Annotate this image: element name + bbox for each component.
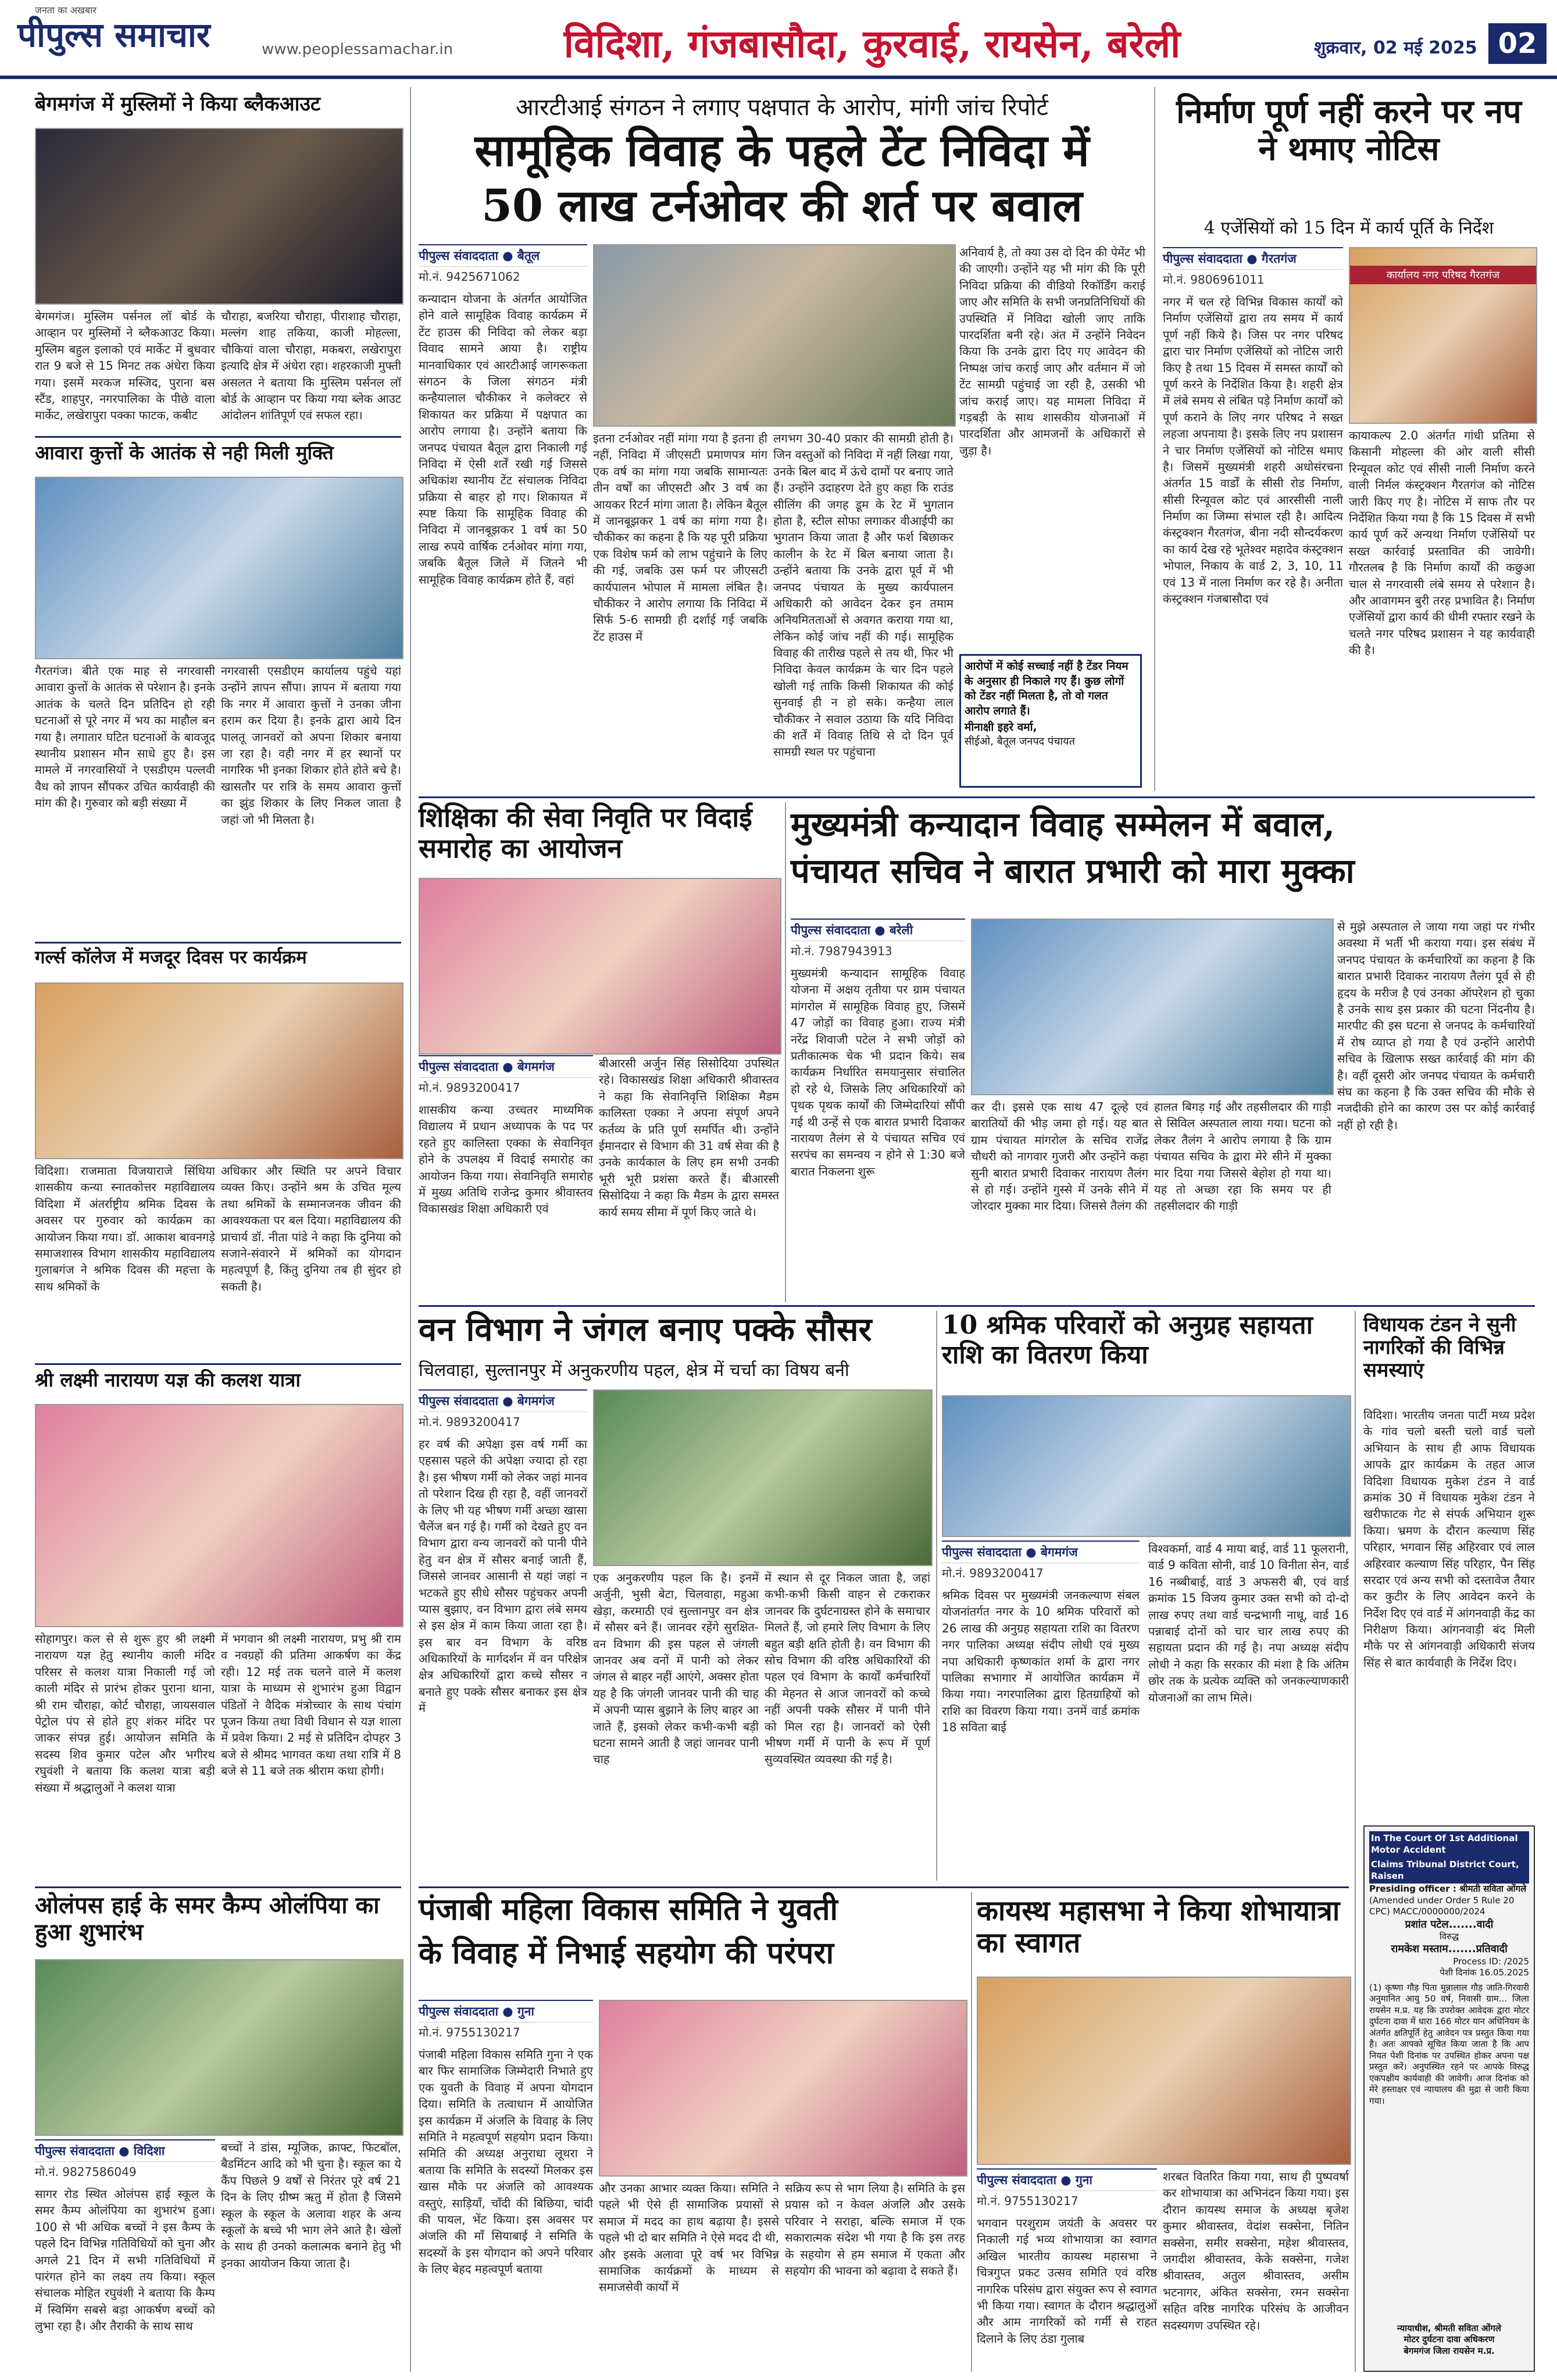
subhead-forest: चिलवाहा, सुल्तानपुर में अनुकरणीय पहल, क्षेत्र में चर्चा का विषय बनी xyxy=(419,1360,849,1381)
column-rule xyxy=(785,802,786,1302)
byline: पीपुल्स संवाददाता ● बेगमगंज xyxy=(419,1389,587,1412)
notice-body: (1) कृष्णा गौड़ पिता मुन्नालाल गौड़ जाति-गिरवारी अनुमानित आयु 50 वर्ष, निवासी ग्राम... जिला रायसेन म.प्र. यह कि उपरोक्त आवेदक द्वारा मोटर दुर्घटना दावा में धारा 166 मोटर यान अधिनियम के अंतर्गत क्षतिपूर्ति हेतु आवेदन पत्र प्रस्तुत किया गया है। अतः आपको सूचित किया जाता है कि आप नियत पेशी दिनांक पर उपस्थित होकर अपना पक्ष प्रस्तुत करें। अनुपस्थित रहने पर आपके विरुद्ध एकपक्षीय कार्यवाही की जावेगी। आज दिनांक को मेरे हस्ताक्षर एवं न्यायालय की मुद्रा से जारी किया गया। xyxy=(1369,1982,1529,2106)
story-notice-col1: नगर में चल रहे विभिन्न विकास कार्यों को निर्माण एजेंसियों द्वारा तय समय में कार्य पूर्ण नहीं किये है। जिस पर नगर परिषद द्वारा चार निर्माण एजेंसियों को नोटिस जारी किए है तथा 15 दिवस में समस्त कार्यों को पूर्ण करने के निर्देशित किया है। शहरी क्षेत्र में लंबे समय से लंबित पड़े निर्माण कार्यों को पूर्ण कराने के लिए नगर परिषद ने सख्त लहजा अपनाया है। इसके लिए नप प्रशासन ने चार निर्माण एजेंसियों को नोटिस थमाए है। जिसमें मुख्यमंत्री शहरी अधोसंरचना अंतर्गत 15 वार्डों के सीसी रोड निर्माण, सीसी रिन्यूवल कोट एवं आरसीसी नाली निर्माण का जिम्मा संभाल रही है। आदित्य कंस्ट्रक्शन गैरतगंज, बीना नदी सौन्दर्यकरण का कार्य देख रहे भूतेश्वर महादेव कंस्ट्रक्शन भोपाल, निकाय के वार्ड 2, 3, 10, 11 एवं 13 में नाला निर्माण कर रहे है। अनीता कंस्ट्रक्शन गंजबासौदा एवं xyxy=(1163,295,1343,606)
headline-tent-2: 50 लाख टर्नओवर की शर्त पर बवाल xyxy=(481,180,1083,231)
story-kanyadan-col1: मुख्यमंत्री कन्यादान सामूहिक विवाह योजना में अक्षय तृतीया पर ग्राम पंचायत मांगरोल में सामूहिक विवाह हुए, जिसमें 47 जोड़ों का विवाह हुआ। राज्य मंत्री नरेंद्र शिवाजी पटेल ने सभी जोड़ों को प्रतीकात्मक चेक भी प्रदान किये। सब कार्यक्रम निर्धारित समयानुसार संचालित हो रहे थे, जिसके लिए अधिकारियों को पृथक पृथक कार्यों की जिम्मेदारियां सौंपी गई थी उन्हें से एक बारात प्रभारी दिवाकर नारायण तैलंग से ये पंचायत सचिव एवं सरपंच का समन्वय न होने से 1:30 बजे बारात निकलना शुरू xyxy=(791,966,965,1178)
photo-hospital-patient xyxy=(971,919,1334,1095)
byline: पीपुल्स संवाददाता ● गुना xyxy=(977,2168,1157,2191)
story-teacher-col2: बीआरसी अर्जुन सिंह सिसोदिया उपस्थित रहे। विकासखंड शिक्षा अधिकारी श्रीवास्तव ने कहा कि सेवानिवृत्ति शिक्षिका मैडम कालिस्ता एक्का ने अपना संपूर्ण अपने कर्तव्य के प्रति पूर्ण समर्पित थी। उन्होंने ईमानदार से विभाग की 31 वर्ष सेवा की है उनके कार्यकाल के लिए हम सभी उनकी भूरी भूरी प्रशंसा करते हैं। बीआरसी सिसोदिया ने कहा कि मैडम के द्वारा समस्त कार्य समय सीमा में पूर्ण किए जाते थे। xyxy=(599,1056,779,1219)
photo-summer-camp xyxy=(35,1959,403,2136)
story-kalash-col1: सोहागपुर। कल से से शुरू हुए श्री लक्ष्मी नारायण यज्ञ हेतु स्थानीय काली मंदिर परिसर से कलश यात्रा निकाली गई जो काली मंदिर से प्रारंभ होकर पुराना थाना, श्री राम चौराहा, कोर्ट चौराहा, जायसवाल पेट्रोल पंप से होते हुए शंकर मंदिर पर जाकर संपन्न हुई। आयोजन समिति के सदस्य शिव कुमार पटेल और भगीरथ रघुवंशी ने बताया कि कलश यात्रा बड़ी संख्या में श्रद्धालुओं ने कलश यात्रा xyxy=(35,1632,215,1795)
notice-line: विरुद्ध xyxy=(1439,1931,1459,1942)
byline: पीपुल्स संवाददाता ● बेगमगंज xyxy=(419,1055,593,1078)
photo-memorandum-sdm xyxy=(35,477,403,659)
story-kanyadan-col3: हालत बिगड़ गई और तहसीलदार की गाड़ी से सिविल अस्पताल लाया गया। घटना को लेकर तैलंग ने आरोप लगाया है कि ग्राम पंचायत सचिव के द्वारा मेरे सीने में मुक्का मार दिया गया जिससे बेहोश हो गया था। यह तो अच्छा रहा कि समय पर ही तहसीलदार की गाड़ी xyxy=(1154,1100,1331,1213)
headline-forest-saucer: वन विभाग ने जंगल बनाए पक्के सौसर xyxy=(419,1310,872,1349)
headline-punjabi-2: के विवाह में निभाई सहयोग की परंपरा xyxy=(419,1935,834,1971)
notice-line: Process ID: /2025 xyxy=(1453,1956,1529,1967)
reporter-mobile: मो.नं. 9827586049 xyxy=(35,2165,137,2179)
headline-teacher-farewell: शिक्षिका की सेवा निवृति पर विदाई समारोह का आयोजन xyxy=(419,802,752,864)
divider xyxy=(419,1886,1349,1888)
photo-blackout-street xyxy=(35,128,403,305)
reporter-mobile: मो.नं. 9806961011 xyxy=(1163,273,1265,287)
story-kanyadan-col2: कर दी। इससे एक साथ 47 दूल्हे एवं बारातियों की भीड़ जमा हो गई। यह बात ग्राम पंचायत मांगरोल के सचिव राजेंद्र चौधरी को नागवार गुजरी और उन्होंने कहा सुनी बारात प्रभारी दिवाकर नारायण तैलंग से हो गई। उन्होंने गुस्से में उनके सीने में जोरदार मुक्का मार दिया। जिससे तैलंग की xyxy=(971,1100,1148,1213)
headline-kalash-yatra: श्री लक्ष्मी नारायण यज्ञ की कलश यात्रा xyxy=(35,1368,301,1391)
byline: पीपुल्स संवाददाता ● बरेली xyxy=(791,919,965,941)
story-tent-col3: लगभग 30-40 प्रकार की सामग्री होती है। जिन वस्तुओं को निविदा में नहीं लिखा गया, उनके बिल बाद में ऊंचे दामों पर बनाए जाते हैं। उन्होंने उदाहरण देते हुए कहा कि राउंड सीलिंग की जगह डूम के रेट में भुगतान होता है, स्टील सोफा लगाकर वीआईपी का भुगतान किया जाता है और फर्श बिछाकर कालीन के रेट में बिल बनाया जाता है। उन्होंने बताया कि उनके द्वारा पूर्व में भी जनपद पंचायत के मुख्य कार्यपालन अधिकारी को आवेदन देकर इन तमाम अनियमितताओं से अवगत कराया गया था, लेकिन कोई जांच नहीं की गई। सामूहिक विवाह की तारीख पहले से तय थी, फिर भी निविदा केवल कार्यक्रम के चार दिन पहले खोली गई ताकि किसी शिकायत की कोई सुनवाई ही न हो सके। कन्हैया लाल चौकीकर ने सवाल उठाया कि यदि निविदा की शर्तें में विवाह तिथि से दो दिन पूर्व सामग्री स्थल पर पहुंचाना xyxy=(773,431,954,759)
kicker-tent: आरटीआई संगठन ने लगाए पक्षपात के आरोप, मांगी जांच रिपोर्ट xyxy=(516,94,1048,121)
divider xyxy=(35,436,401,438)
divider xyxy=(35,1363,401,1365)
reporter-mobile: मो.नं. 7987943913 xyxy=(791,944,892,958)
story-forest-col2: एक अनुकरणीय पहल कि है। इनमें अर्जुनी, भुसी बेटा, चिलवाहा, महुआ खेड़ा, करमाठी एवं सुल्तानपुर वन क्षेत्र में सौसर बने हैं। जानवर रहेंगे सुरक्षित-वन विभाग की इस पहल से जंगली जानवर अब वनों में पानी को लेकर जंगल से बाहर नहीं आएंगे, अक्सर होता यह है कि जंगली जानवर पानी की चाह में अपनी प्यास बुझाने के लिए बाहर आ जाते हैं, इसको लेकर कभी-कभी बड़ी घटना सामने आती है जहां जानवर पानी चाह xyxy=(593,1571,759,1767)
photo-nagar-parishad-office xyxy=(1349,247,1537,424)
story-kayastha-col2: शरबत वितरित किया गया, साथ ही पुष्पवर्षा कर शोभायात्रा का अभिनंदन किया गया। इस दौरान कायस्थ समाज के अध्यक्ष बृजेश कुमार श्रीवास्तव, वेदांश सक्सेना, नितिन सक्सेना, समीर सक्सेना, महेश श्रीवास्तव, जगदीश श्रीवास्तव, केके सक्सेना, गजेश श्रीवास्तव, अतुल श्रीवास्तव, असीम भटनागर, अंकित सक्सेना, रमन सक्सेना सहित वरिष्ठ नागरिक परिसंघ के आजीवन सदस्यगण उपस्थित रहे। xyxy=(1163,2170,1349,2332)
story-shramik-col2: विश्वकर्मा, वार्ड 4 माया बाई, वार्ड 11 फूलरानी, वार्ड 9 कविता सोनी, वार्ड 10 विनीता सेन, वार्ड 16 नब्बीबाई, वार्ड 3 अफसरी बी, एवं वार्ड क्रमांक 15 विजय कुमार उक्त सभी को दो-दो लाख रुपए तथा वार्ड चन्द्रभागी नाथू, वार्ड 16 पन्नाबाई दोनों को चार चार लाख रुपए की सहायता प्रदान की गई है। नपा अध्यक्ष संदीप लोधी ने कहा कि सरकार की मंशा है कि अंतिम छोर तक के प्रत्येक व्यक्ति को जनकल्याणकारी योजनाओं का लाभ मिले। xyxy=(1148,1542,1349,1704)
notice-line: In The Court Of 1st Additional Motor Accident xyxy=(1369,1831,1529,1857)
story-kayastha-col1: भगवान परशुराम जयंती के अवसर पर निकाली गई भव्य शोभायात्रा का स्वागत अखिल भारतीय कायस्थ महासभा ने चित्रगुप्त प्रकट उत्सव समिति एवं वरिष्ठ नागरिक परिसंघ द्वारा संयुक्त रूप से स्वागत भी किया गया। स्वागत के दौरान श्रद्धालुओं और आम नागरिकों को गर्मी से राहत दिलाने के लिए ठंडा गुलाब xyxy=(977,2216,1157,2346)
photo-farewell-ceremony xyxy=(419,878,781,1055)
byline: पीपुल्स संवाददाता ● गैरतगंज xyxy=(1163,247,1343,270)
column-rule xyxy=(971,1892,972,2372)
byline: पीपुल्स संवाददाता ● बैतूल xyxy=(419,244,587,267)
headline-nagar-notice: निर्माण पूर्ण नहीं करने पर नप ने थमाए नोटिस xyxy=(1176,92,1522,169)
story-olympus-col1: सागर रोड स्थित ओलंपस हाई स्कूल के समर कैम्प ओलंपिया का शुभारंभ हुआ। 100 से भी अधिक बच्चों ने इस कैम्प के पहले दिन विभिन्न गतिविधियों को चुना और अगले 21 दिन में सभी गतिविधियों में पारंगत होने का लक्ष्य तय किया। स्कूल संचालक मोहित रघुवंशी ने बताया कि कैम्प में स्विमिंग सबसे बड़ा आकर्षण बच्चों को लुभा रहा है। और तैराकी के साथ साथ xyxy=(35,2187,215,2333)
notice-line: रामकेश मस्ताम.......प्रतिवादी xyxy=(1391,1943,1508,1956)
headline-olympus-camp: ओलंपस हाई के समर कैम्प ओलंपिया का हुआ शुभारंभ xyxy=(35,1892,380,1946)
story-punjabi-col3: सक्रिय रूप से भाग लिया है। समिति के इस प्रयास को न केवल अंजलि और उसके परिवार ने सराहा, बल्कि समाज में एक सकारात्मक संदेश भी गया है कि इस तरह के सहयोग से हम समाज में एकता और सहयोग की भावना को बढ़ावा दे सकते हैं। xyxy=(785,2181,965,2278)
column-rule xyxy=(1154,87,1155,791)
headline-kanyadan-1: मुख्यमंत्री कन्यादान विवाह सम्मेलन में बवाल, xyxy=(791,805,1335,844)
story-punjabi-col1: पंजाबी महिला विकास समिति गुना ने एक बार फिर सामाजिक जिम्मेदारी निभाते हुए एक युवती के विवाह में अपना योगदान दिया। समिति के तत्वाधान में आयोजित इस कार्यक्रम में अंजलि के विवाह के लिए समिति ने महत्वपूर्ण सहयोग प्रदान किया। समिति की अध्यक्ष अनुराधा लूथरा ने बताया कि समिति के सदस्यों मिलकर इस खास मौके पर अंजलि को आवश्यक वस्तुएं, साड़ियाँ, चाँदी की बिछिया, चांदी की पायल, भेंट किया। इस अवसर पर अंजलि की माँ सियाबाई ने समिति के सदस्यों के इस योगदान को अपने परिवार के लिए बेहद महत्वपूर्ण बताया xyxy=(419,2047,593,2277)
divider xyxy=(419,1305,1535,1307)
quote-text: आरोपों में कोई सच्चाई नहीं है टेंडर नियम के अनुसार ही निकाले गए हैं। कुछ लोगों को टेंडर नहीं मिलता है, तो वो गलत आरोप लगाते हैं। xyxy=(965,660,1129,717)
headline-kayastha: कायस्थ महासभा ने किया शोभायात्रा का स्वागत xyxy=(977,1895,1340,1960)
story-labour-col1: विदिशा। राजमाता विजयाराजे सिंधिया शासकीय कन्या स्नातकोत्तर महाविद्यालय विदिशा में अंतर्राष्ट्रीय श्रमिक दिवस के अवसर पर गुरुवार को कार्यक्रम का आयोजन किया गया। डॉ. आकाश बावनगड़े समाजशास्त्र विभाग शासकीय महाविद्यालय गुलाबगंज ने श्रमिक दिवस की महत्ता के साथ श्रमिकों के xyxy=(35,1164,215,1293)
story-forest-col3: में स्थान से दूर निकल जाता है, जहां कभी-कभी किसी वाहन से टकराकर जानवर कि दुर्घटनाग्रस्त होने के समाचार मिलते हैं, जो हमारे लिए विभाग के लिए बहुत बड़ी क्षति होती है। वन विभाग की सोच विभाग की वरिष्ठ अधिकारियों की पहल एवं विभाग के कार्यों कर्मचारियों की मेहनत से आज जानवरों को कच्चे नहीं अपनी पक्के सौसर में पानी पीने को मिल रहा है। जानवरों को ऐसी भीषण गर्मी में पानी के रूप में पूर्ण सुव्यवस्थित व्यवस्था की गई है। xyxy=(765,1571,930,1767)
story-tent-col4: अनिवार्य है, तो क्या उस दो दिन की पेमेंट भी की जाएगी। उन्होंने यह भी मांग की कि पूरी निविदा प्रक्रिया की वीडियो रिकॉर्डिंग कराई जाए और समिति के सभी जनप्रतिनिधियों की उपस्थिति में निविदा खोली जाए ताकि पारदर्शिता बनी रहे। अंत में उन्होंने निवेदन किया कि उनके द्वारा दिए गए आवेदन की निष्पक्ष जांच कराई जाए और वर्तमान में जो टेंट सामग्री पहुंचाई जा रही है, उसकी भी जांच कराई जाए। यह मामला निविदा में गड़बड़ी के साथ शासकीय योजनाओं में पारदर्शिता और आमजनों के अधिकारों से जुड़ा है। xyxy=(959,245,1145,458)
divider xyxy=(35,1886,401,1888)
quote-author: मीनाक्षी इहरे वर्मा, xyxy=(965,720,1037,734)
reporter-mobile: मो.नं. 9755130217 xyxy=(977,2194,1079,2208)
story-blackout-col1: बेगमगंज। मुस्लिम पर्सनल लॉ बोर्ड के आव्हान पर मुस्लिमों ने ब्लैकआउट किया। मुस्लिम बहुल इलाको एवं मार्केट में बुधवार रात 9 बजे से 15 मिनट तक अंधेरा किया गया। इसमें मरकज मस्जिद, पुराना बस स्टैंड, शाहपुर, नगरपालिका के पीछे वाला मार्केट, लखेरापुरा पक्का फाटक, कबीट xyxy=(35,309,215,423)
notice-line: (Amended under Order 5 Rule 20 CPC) MACC/0000000/2024 xyxy=(1369,1895,1515,1917)
story-tandon: विदिशा। भारतीय जनता पार्टी मध्य प्रदेश के गांव चलो बस्ती चलो वार्ड चलो अभियान के साथ ही आफ विधायक आपके द्वार कार्यक्रम के तहत आज विदिशा विधायक मुकेश टंडन ने वार्ड क्रमांक 30 में विधायक मुकेश टंडन ने खरीफाटक गेट से संपर्क अभियान शुरू किया। भ्रमण के दौरान कल्याण सिंह परिहार, भगवान सिंह अहिरवार एवं लाल अहिरवार कल्याण सिंह परिहार, पैन सिंह सरदार एवं अन्य सभी को दस्तावेज तैयार कर कुटीर के लिए आवेदन करने के निर्देश दिए एवं वार्ड में आंगनवाड़ी केंद्र का निरीक्षण किया। आंगनवाड़ी बंद मिली मौके पर से आंगनवाड़ी अधिकारी संजय सिंह से बात कार्यवाही के निर्देश दिए। xyxy=(1363,1408,1535,1670)
column-rule xyxy=(410,87,411,2372)
reporter-mobile: मो.नं. 9893200417 xyxy=(419,1415,520,1429)
headline-blackout: बेगमगंज में मुस्लिमों ने किया ब्लैकआउट xyxy=(35,92,321,116)
story-punjabi-col2: और उनका आभार व्यक्त किया। समिति ने पहले भी ऐसे ही सामाजिक प्रयासों से समाज में मदद का हाथ बढ़ाया है। इससे पहले भी दो बार समिति ने ऐसे मदद दी थी, और इसके अलावा पूरे वर्ष भर विभिन्न सामाजिक कार्यक्रमों के माध्यम से समाजसेवी कार्यों में xyxy=(599,2181,779,2295)
headline-tent-1: सामूहिक विवाह के पहले टेंट निविदा में xyxy=(474,124,1090,176)
headline-tandon: विधायक टंडन ने सुनी नागरिकों की विभिन्न समस्याएं xyxy=(1363,1313,1516,1382)
reporter-mobile: मो.नं. 9893200417 xyxy=(942,1566,1044,1580)
headline-labour-day: गर्ल्स कॉलेज में मजदूर दिवस पर कार्यक्रम xyxy=(35,947,307,968)
quote-role: सीईओ, बैतूल जनपद पंचायत xyxy=(965,735,1075,748)
notice-line: Presiding officer : श्रीमती सविता ओंगले xyxy=(1369,1884,1527,1894)
story-shramik-col1: श्रमिक दिवस पर मुख्यमंत्री जनकल्याण संबल योजनांतर्गत नगर के 10 श्रमिक परिवारों को 26 लाख की अनुग्रह सहायता राशि का वितरण नगर पालिका अध्यक्ष संदीप लोधी एवं मुख्य नपा अधिकारी कृष्णकांत शर्मा के द्वारा नगर पालिका सभागार में आयोजित कार्यक्रम में किया गया। नगरपालिका द्वारा हितग्राहियों को राशि का विवरण किया गया। उनमें वार्ड क्रमांक 18 सविता बाई xyxy=(942,1588,1140,1735)
court-notice xyxy=(1363,1825,1535,2372)
story-tent-col2: इतना टर्नओवर नहीं मांगा गया है इतना ही नहीं, निविदा में जीएसटी प्रमाणपत्र मांग एक वर्ष का मांगा गया जबकि सामान्यतः तीन वर्षों का जीएसटी और 3 वर्ष का आयकर रिटर्न मांगा जाता है। लेकिन बैतूल में जानबूझकर 1 वर्ष का मांगा गया है। चौकीकर का कहना है कि यह पूरी प्रक्रिया एक विशेष फर्म को लाभ पहुंचाने के लिए की गई, जबकि उस फर्म पर जीएसटी कार्यपालन भोपाल में मामला लंबित है। चौकीकर ने आरोप लगाया कि निविदा में सिर्फ 5-6 सामग्री ही दर्शाई गई जबकि टेंट हाउस में xyxy=(593,431,767,644)
photo-punjabi-samiti xyxy=(599,2000,967,2177)
story-tent-col1: कन्यादान योजना के अंतर्गत आयोजित होने वाले सामूहिक विवाह कार्यक्रम में टेंट हाउस की निविदा को लेकर बड़ा विवाद सामने आया है। राष्ट्रीय मानवाधिकार एवं आरटीआई जागरूकता संगठन के जिला संगठन मंत्री कन्हैयालाल चौकीकर ने कलेक्टर से शिकायत कर प्रक्रिया में पक्षपात का आरोप लगाया है। उन्होंने बताया कि जनपद पंचायत बैतूल द्वारा निकाली गई निविदा में ऐसी शर्तें रखी गई जिससे अधिकांश स्थानीय टेंट संचालक निविदा प्रक्रिया से बाहर हो गए। शिकायत में स्पष्ट किया कि सामूहिक विवाह की निविदा में जानबूझकर 1 वर्ष का 50 लाख रुपये वार्षिक टर्नओवर मांगा गया, जबकि बैतूल जिले में जितने भी सामूहिक विवाह कार्यक्रम होते हैं, वहां xyxy=(419,292,587,587)
story-dogs-col1: गैरतगंज। बीते एक माह से नगरवासी आवारा कुत्तों के आतंक से परेशान है। इनके आतंक के चलते दिन प्रतिदिन हो रही घटनाओं से पूरे नगर में भय का माहौल बन गया है। लगातार घटित घटनाओं के बावजूद स्थानीय प्रशासन मौन साधे हुए है। इस मामले में नगरवासियों ने एसडीएम पल्लवी वैध को ज्ञापन सौंपकर उचित कार्यवाही की मांग की है। गुरुवार को बड़ी संख्या में xyxy=(35,664,215,810)
byline: पीपुल्स संवाददाता ● विदिशा xyxy=(35,2139,215,2162)
headline-kanyadan-2: पंचायत सचिव ने बारात प्रभारी को मारा मुक्का xyxy=(791,851,1355,891)
newspaper-logo: पीपुल्स समाचार xyxy=(17,15,210,55)
column-rule xyxy=(1355,1311,1356,2372)
logo-tagline: जनता का अखबार xyxy=(35,5,97,16)
story-blackout-col2: चौराहा, बजरिया चौराहा, पीराशाह चौराहा, मल्लंग शाह तकिया, काजी मोहल्ला, चौकियां वाला चौराहा, मकबरा, लखेरापुरा इत्यादि क्षेत्र में अंधेरा रहा। शहरकाजी मुफ्ती असलत ने बताया कि मुस्लिम पर्सनल लॉ बोर्ड के आव्हान पर किया गया ब्लेक आउट आंदोलन शांतिपूर्ण एवं सफल रहा। xyxy=(221,309,401,423)
photo-meeting-hall xyxy=(942,1395,1351,1537)
story-kalash-col2: में भगवान श्री लक्ष्मी नारायण, प्रभु श्री राम व नवग्रहों की प्रतिमा आकर्षण का केंद्र रही। 12 मई तक चलने वाले में कलश यात्रा के माध्यम से शुभारंभ हुआ विद्वान पंडितों ने वैदिक मंत्रोच्चार के साथ पंचांग पूजन किया तथा विधी विधान से यज्ञ शाला में प्रवेश किया। 2 मई से प्रतिदिन दोपहर 3 बजे से श्रीमद भागवत कथा तथा रात्रि में 8 बजे से 11 बजे तक श्रीराम कथा होगी। xyxy=(221,1632,401,1778)
edition-cities: विदिशा, गंजबासौदा, कुरवाई, रायसेन, बरेली xyxy=(563,21,1181,66)
story-dogs-col2: नगरवासी एसडीएम कार्यालय पहुंचे यहां उन्होंने ज्ञापन सौंपा। ज्ञापन में बताया गया कि नगर में आवारा कुत्तों ने उनका जीना हराम कर दिया है। इनके द्वारा आये दिन पालतू जानवरों को अपना शिकार बनाया जा रहा है। वही नगर में हर स्थानों पर नागरिक भी इनका शिकार होते होते बचे है। खासतौर पर रात्रि के समय आवारा कुत्तों का झुंड शिकार के लिए निकल जाता है जहां जो भी मिलता है। xyxy=(221,664,401,827)
story-teacher-col1: शासकीय कन्या उच्चतर माध्यमिक विद्यालय में प्रधान अध्यापक के पद पर रहते हुए कालिस्ता एक्का के सेवानिवृत होने के उपलक्ष्य में विदाई समारोह का आयोजन किया गया। सेवानिवृति समारोह में मुख्य अतिथि राजेन्द्र कुमार श्रीवास्तव विकासखंड शिक्षा अधिकारी एवं xyxy=(419,1103,593,1216)
photo-tent-structure xyxy=(593,244,956,427)
divider xyxy=(35,942,401,944)
story-forest-col1: हर वर्ष की अपेक्षा इस वर्ष गर्मी का एहसास पहले की अपेक्षा ज्यादा हो रहा है। इस भीषण गर्मी को लेकर जहां मानव तो परेशान दिख ही रहा है, वहीं जानवरों के लिए भी यह भीषण गर्मी अच्छा खासा चैलेंज बन गई है। गर्मी को देखते हुए वन विभाग द्वारा वन्य जानवरों को पानी पीने हेतु वन क्षेत्र में सौसर बनाई जाती हैं, जिससे जानवर आसानी से यहां जहां न भटकते हुए सीधे सौसर पहुंचकर अपनी प्यास बुझाए, वन विभाग द्वारा लंबे समय से इस क्षेत्र में काम किया जाता रहा है। इस बार वन विभाग के वरिष्ठ अधिकारियों के मार्गदर्शन में वन परिक्षेत्र क्षेत्र अधिकारियों द्वारा कच्चे सौसर न बनाते हुए पक्के सौसर बनाकर इस क्षेत्र में xyxy=(419,1437,587,1716)
divider xyxy=(419,796,1535,798)
story-labour-col2: अधिकार और स्थिति पर अपने विचार व्यक्त किए। उन्होंने श्रम के उचित मूल्य तथा श्रमिकों के सम्मानजनक जीवन की आवश्यकता पर बल दिया। महाविद्यालय की प्राचार्य डॉ. नीता पांडे ने कहा कि दुनिया को सजाने-संवारने में श्रमिकों का योगदान महत्वपूर्ण है, किंतु दुनिया तब ही सुंदर हो सकती है। xyxy=(221,1164,401,1293)
notice-sign: न्यायाधीश, श्रीमती सविता ओंगले xyxy=(1397,2322,1501,2333)
page-number: 02 xyxy=(1488,23,1547,64)
office-sign: कार्यालय नगर परिषद गैरतगंज xyxy=(1350,266,1536,284)
photo-water-saucer xyxy=(593,1389,933,1566)
subhead-nagar-notice: 4 एजेंसियों को 15 दिन में कार्य पूर्ति के निर्देश xyxy=(1204,218,1494,238)
notice-sign: बेगमगंज जिला रायसेन म.प्र. xyxy=(1404,2345,1495,2356)
notice-line: पेशी दिनांक 16.05.2025 xyxy=(1440,1967,1529,1978)
photo-college-classroom xyxy=(35,982,403,1159)
website-url: www.peoplessamachar.in xyxy=(262,41,453,58)
photo-kalash-procession xyxy=(35,1404,403,1627)
quote-box xyxy=(959,654,1142,788)
notice-line: Claims Tribunal District Court, Raisen xyxy=(1369,1857,1529,1884)
story-notice-col2: कायाकल्प 2.0 अंतर्गत गांधी प्रतिमा से किसानी मोहल्ला की ओर वाली सीसी रिन्यूवल कोट एवं सीसी नाली निर्माण करने वाली निर्मल कंस्ट्रक्शन गैरतगंज को नोटिस जारी किए गए है। नोटिस में साफ तौर पर निर्देशित किया गया है कि 15 दिवस में सभी कार्य पूर्ण करें अन्यथा निर्माण एजेंसियों पर सख्त कार्रवाई प्रस्तावित की जावेगी। गौरतलब है कि निर्माण कार्यों की कछुआ चाल से नगरवासी लंबे समय से परेशान है। और आवागमन बुरी तरह प्रभावित है। निर्माण एजेंसियों द्वारा कार्य की धीमी रफ्तार रखने के चलते नगर परिषद प्रशासन ने यह कार्यवाही की है। xyxy=(1349,428,1535,657)
headline-punjabi-1: पंजाबी महिला विकास समिति ने युवती xyxy=(419,1892,838,1927)
reporter-mobile: मो.नं. 9755130217 xyxy=(419,2025,520,2039)
column-rule xyxy=(936,1311,937,1881)
byline: पीपुल्स संवाददाता ● गुना xyxy=(419,2000,593,2022)
issue-date: शुक्रवार, 02 मई 2025 xyxy=(1314,38,1477,58)
notice-sign: मोटर दुर्घटना दावा अधिकरण xyxy=(1404,2334,1495,2345)
photo-kayastha-welcome xyxy=(977,1977,1351,2165)
reporter-mobile: मो.नं. 9893200417 xyxy=(419,1081,520,1095)
reporter-mobile: मो.नं. 9425671062 xyxy=(419,270,520,284)
story-olympus-col2: बच्चों ने डांस, म्यूजिक, क्राफ्ट, फिटबॉल, बैडमिंटन आदि को भी चुना है। स्कूल का ये कैंप पिछले 9 वर्षों से निरंतर पूरे वर्ष 21 दिन के लिए ग्रीष्म ऋतु में होता है जिसमे स्कूल के स्कूल के अलावा शहर के अन्य स्कूलों के बच्चे भी भाग लेने आते है। खेलों के साथ ही उनको कलात्मक बनाने हेतु भी इनका आयोजन किया जाता है। xyxy=(221,2140,401,2270)
headline-shramik: 10 श्रमिक परिवारों को अनुग्रह सहायता राशि का वितरण किया xyxy=(942,1310,1313,1370)
headline-stray-dogs: आवारा कुत्तों के आतंक से नही मिली मुक्ति xyxy=(35,441,334,464)
byline: पीपुल्स संवाददाता ● बेगमगंज xyxy=(942,1541,1140,1563)
story-kanyadan-col4: से मुझे अस्पताल ले जाया गया जहां पर गंभीर अवस्था में भर्ती भी कराया गया। इस संबंध में जनपद पंचायत के कर्मचारियों का कहना है कि बारात प्रभारी दिवाकर नारायण तैलंग पूर्व से ही हृदय के मरीज है एवं उनका ऑपरेशन हो चुका है उनके साथ इस प्रकार की घटना निंदनीय है। मारपीट की इस घटना से जनपद के कर्मचारियों में रोष व्याप्त हो गया है एवं उन्होंने आरोपी सचिव के खिलाफ सख्त कार्रवाई की मांग की है। वहीं दूसरी ओर जनपद पंचायत के कर्मचारी संघ का कहना है कि उक्त सचिव की मौके से नजदीकी होने का कारण उस पर कोई कार्रवाई नहीं हो रही है। xyxy=(1337,920,1535,1132)
notice-line: प्रशांत पटेल.......वादी xyxy=(1405,1918,1494,1931)
